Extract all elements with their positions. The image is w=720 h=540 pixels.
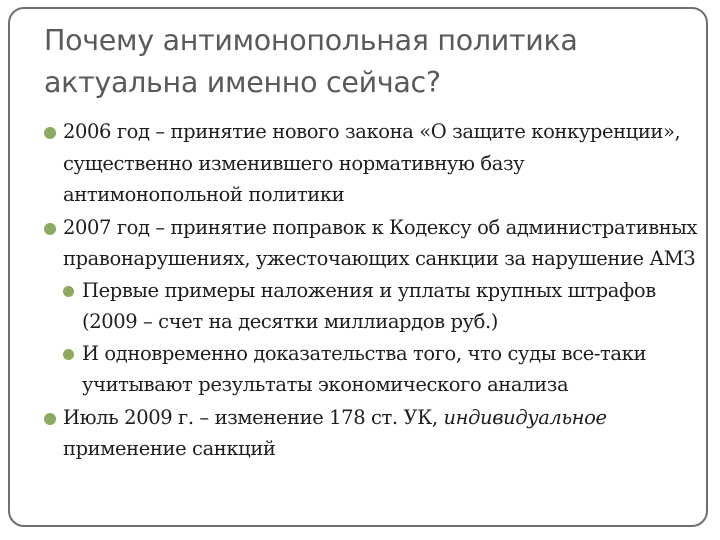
- bullet-dot-icon: [63, 286, 74, 297]
- bullet-list: [44, 116, 704, 466]
- sub-bullet-text: Первые примеры наложения и уплаты крупных штрафов (2009 – счет на десятки миллиардов руб.): [82, 278, 656, 333]
- bullet-dot-icon: [44, 127, 56, 139]
- sub-bullet-list: [63, 275, 704, 401]
- bullet-text: 2006 год – принятие нового закона «О защите конкуренции», существенно изменившего нормативную базу антимонопольной политики: [63, 120, 681, 206]
- bullet-item-2009: [44, 402, 704, 465]
- bullet-text-suffix: применение санкций: [63, 437, 276, 460]
- bullet-item-2006: [44, 116, 704, 211]
- bullet-dot-icon: [44, 413, 56, 425]
- bullet-item-2007: [44, 212, 704, 401]
- bullet-text-italic: индивидуальное: [443, 405, 607, 429]
- bullet-text: 2007 год – принятие поправок к Кодексу об административных правонарушениях, ужесточающих санкции за нарушение АМЗ: [63, 215, 698, 270]
- bullet-dot-icon: [44, 223, 56, 235]
- bullet-dot-icon: [63, 349, 74, 360]
- sub-bullet-item-courts: [63, 338, 704, 401]
- bullet-text-prefix: Июль 2009 г. – изменение 178 ст. УК,: [63, 405, 444, 429]
- slide-title: Почему антимонопольная политика актуальна именно сейчас?: [44, 24, 578, 99]
- sub-bullet-item-fines: [63, 275, 704, 338]
- sub-bullet-text: И одновременно доказательства того, что суды все-таки учитывают результаты экономического анализа: [82, 341, 647, 396]
